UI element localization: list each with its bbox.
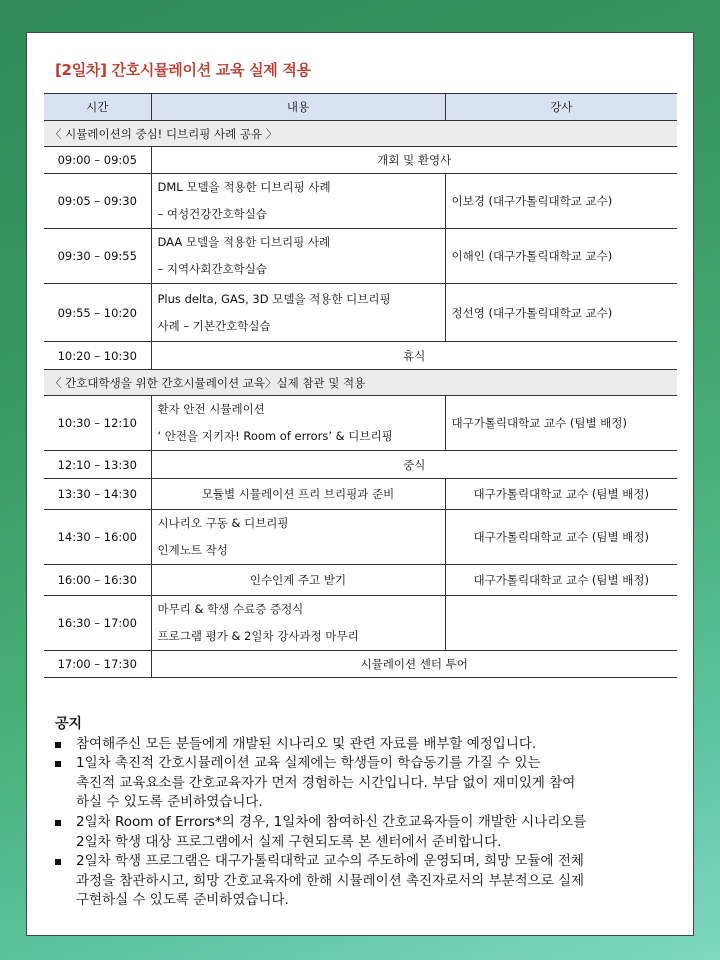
notice-line: 2일차 학생 대상 프로그램에서 실제 구현되도록 본 센터에서 준비합니다. xyxy=(76,833,502,850)
notice-line: 과정을 참관하시고, 희망 간호교육자에 한해 시뮬레이션 촉진자로서의 부분적으로 실제 xyxy=(76,872,585,889)
row-instructor: 이해인 (대구가톨릭대학교 교수) xyxy=(445,229,677,284)
table-row xyxy=(44,174,677,229)
notice-line: 참여해주신 모든 분들에게 개발된 시나리오 및 관련 자료를 배부할 예정입니다. xyxy=(76,735,537,752)
table-row xyxy=(44,510,677,565)
notice-section xyxy=(55,715,675,911)
row-time: 09:55 – 10:20 xyxy=(44,284,151,342)
table-row xyxy=(44,147,677,174)
header-content: 내용 xyxy=(151,94,445,121)
row-content xyxy=(151,510,445,565)
row-time: 09:30 – 09:55 xyxy=(44,229,151,284)
row-time: 17:00 – 17:30 xyxy=(44,651,151,678)
notice-list xyxy=(55,735,675,911)
row-content-line: – 지역사회간호학실습 xyxy=(157,262,267,276)
row-content-line: 시나리오 구동 & 디브리핑 xyxy=(157,516,289,530)
row-content: 중식 xyxy=(151,451,677,479)
row-content xyxy=(151,229,445,284)
page-title: [2일차] 간호시뮬레이션 교육 실제 적용 xyxy=(55,61,311,79)
notice-heading: 공지 xyxy=(55,716,83,732)
notice-line: 2일차 학생 프로그램은 대구가톨릭대학교 교수의 주도하에 운영되며, 희망 모듈에 전체 xyxy=(76,853,584,870)
row-content-line: 사례 – 기본간호학실습 xyxy=(157,318,271,333)
row-content-line: DAA 모델을 적용한 디브리핑 사례 xyxy=(157,235,331,249)
row-content-line: 인계노트 작성 xyxy=(157,543,228,557)
section-title: 〈 간호대학생을 위한 간호시뮬레이션 교육〉실제 참관 및 적용 xyxy=(44,370,677,396)
row-content-line: ‘ 안전을 지키자! Room of errors’ & 디브리핑 xyxy=(157,429,393,443)
row-content-line: – 여성건강간호학실습 xyxy=(157,207,267,221)
row-instructor: 이보경 (대구가톨릭대학교 교수) xyxy=(445,174,677,229)
notice-item xyxy=(55,813,675,852)
table-row xyxy=(44,396,677,451)
row-content-line: 환자 안전 시뮬레이션 xyxy=(157,402,265,416)
row-content-line: Plus delta, GAS, 3D 모델을 적용한 디브리핑 xyxy=(157,291,391,306)
notice-line: 하실 수 있도록 준비하였습니다. xyxy=(76,794,263,811)
row-time: 10:30 – 12:10 xyxy=(44,396,151,451)
row-instructor xyxy=(445,596,677,651)
notice-item xyxy=(55,852,675,911)
row-time: 12:10 – 13:30 xyxy=(44,451,151,479)
row-content-line: 마무리 & 학생 수료증 증정식 xyxy=(157,602,304,616)
row-instructor: 정선영 (대구가톨릭대학교 교수) xyxy=(445,284,677,342)
row-time: 10:20 – 10:30 xyxy=(44,342,151,370)
row-content-line: DML 모델을 적용한 디브리핑 사례 xyxy=(157,180,331,194)
row-content xyxy=(151,396,445,451)
row-content xyxy=(151,596,445,651)
notice-line: 1일차 촉진적 간호시뮬레이션 교육 실제에는 학생들이 학습동기를 가질 수 있는 xyxy=(76,755,541,772)
bullet-square-icon xyxy=(55,761,61,767)
row-content xyxy=(151,174,445,229)
row-time: 09:05 – 09:30 xyxy=(44,174,151,229)
document-page xyxy=(26,32,694,936)
table-row xyxy=(44,342,677,370)
row-content: 모듈별 시뮬레이션 프리 브리핑과 준비 xyxy=(151,479,445,510)
table-row xyxy=(44,451,677,479)
table-row xyxy=(44,651,677,678)
row-content: 시뮬레이션 센터 투어 xyxy=(151,651,677,678)
table-header-row xyxy=(44,94,677,121)
bullet-square-icon xyxy=(55,742,61,748)
row-content xyxy=(151,284,445,342)
bullet-square-icon xyxy=(55,859,61,865)
row-time: 13:30 – 14:30 xyxy=(44,479,151,510)
row-time: 09:00 – 09:05 xyxy=(44,147,151,174)
header-time: 시간 xyxy=(44,94,151,121)
notice-line: 2일차 Room of Errors*의 경우, 1일차에 참여하신 간호교육자들이 개발한 시나리오를 xyxy=(76,813,587,830)
section-row xyxy=(44,121,677,147)
table-row xyxy=(44,596,677,651)
row-time: 16:30 – 17:00 xyxy=(44,596,151,651)
section-title: 〈 시뮬레이션의 중심! 디브리핑 사례 공유 〉 xyxy=(44,121,677,147)
row-content: 휴식 xyxy=(151,342,677,370)
bullet-square-icon xyxy=(55,820,61,826)
section-row xyxy=(44,370,677,396)
row-content: 인수인계 주고 받기 xyxy=(151,565,445,596)
row-instructor: 대구가톨릭대학교 교수 (팀별 배정) xyxy=(445,396,677,451)
table-row xyxy=(44,229,677,284)
header-instructor: 강사 xyxy=(445,94,677,121)
notice-line: 촉진적 교육요소를 간호교육자가 먼저 경험하는 시간입니다. 부담 없이 재미있게 참여 xyxy=(76,774,576,791)
row-time: 14:30 – 16:00 xyxy=(44,510,151,565)
row-instructor: 대구가톨릭대학교 교수 (팀별 배정) xyxy=(445,510,677,565)
notice-item xyxy=(55,754,675,813)
row-content: 개회 및 환영사 xyxy=(151,147,677,174)
table-row xyxy=(44,284,677,342)
row-instructor: 대구가톨릭대학교 교수 (팀별 배정) xyxy=(445,565,677,596)
schedule-table xyxy=(44,93,677,678)
row-time: 16:00 – 16:30 xyxy=(44,565,151,596)
row-instructor: 대구가톨릭대학교 교수 (팀별 배정) xyxy=(445,479,677,510)
table-row xyxy=(44,479,677,510)
notice-line: 구현하실 수 있도록 준비하였습니다. xyxy=(76,892,289,909)
notice-item xyxy=(55,735,675,755)
row-content-line: 프로그램 평가 & 2일차 강사과정 마무리 xyxy=(157,629,359,643)
table-row xyxy=(44,565,677,596)
